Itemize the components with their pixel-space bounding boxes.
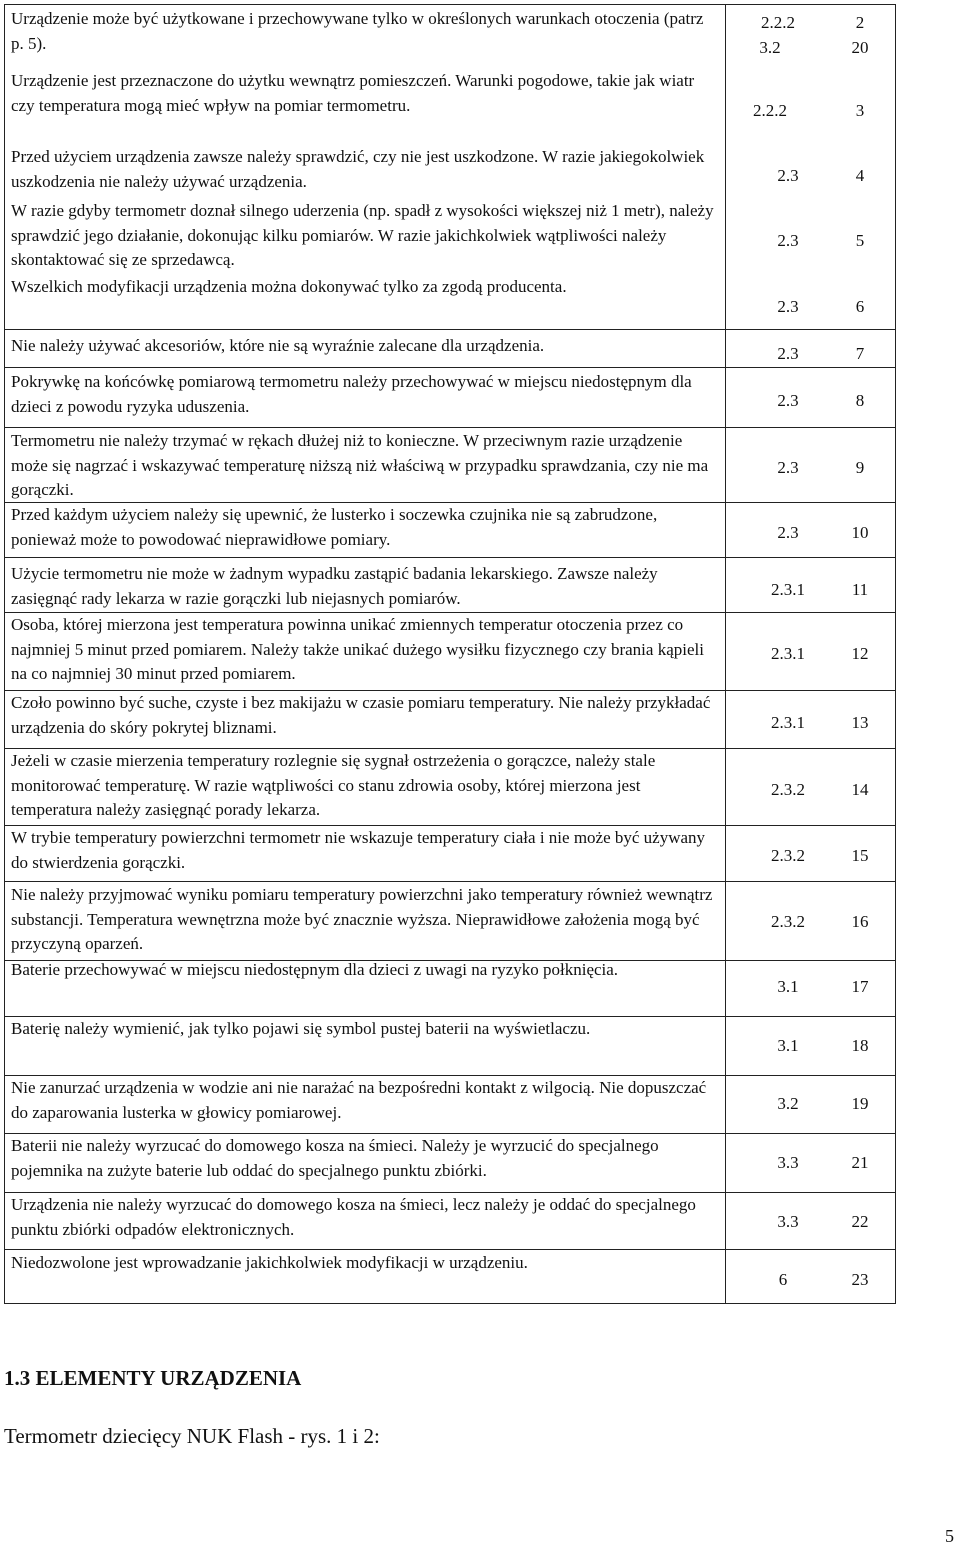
item-number: 4	[855, 166, 865, 185]
safety-text: Nie należy używać akcesoriów, które nie są wyraźnie zalecane dla urządzenia.	[11, 336, 545, 355]
item-number: 18	[851, 1036, 869, 1055]
section-ref: 3.3	[777, 1212, 799, 1231]
item-number: 9	[855, 458, 865, 477]
safety-text: Nie zanurzać urządzenia w wodzie ani nie narażać na bezpośredni kontakt z wilgocią. Nie dopuszczać do zaparowania lusterka w głowicy pomiarowej.	[11, 1078, 707, 1122]
item-number: 22	[851, 1212, 869, 1231]
figure-caption: Termometr dziecięcy NUK Flash - rys. 1 i 2:	[4, 1424, 380, 1448]
safety-text: Urządzenie może być użytkowane i przechowywane tylko w określonych warunkach otoczenia (patrz p. 5).	[11, 9, 704, 53]
safety-text: Jeżeli w czasie mierzenia temperatury rozlegnie się sygnał ostrzeżenia o gorączce, należy stale monitorować temperaturę. W razie wątpliwości co stanu zdrowia osoby, której mierzona jest temperatura należy zasięgnąć porady lekarza.	[11, 751, 656, 820]
row-divider	[5, 427, 895, 428]
section-ref: 2.2.2	[753, 101, 787, 120]
item-number: 20	[851, 38, 869, 57]
safety-text: Termometru nie należy trzymać w rękach dłużej niż to konieczne. W przeciwnym razie urządzenie może się nagrzać i wskazywać temperaturę niższą niż właściwą w przypadku sprawdzania, czy nie ma gorączki.	[11, 431, 709, 500]
item-number: 2	[855, 13, 865, 32]
item-number: 14	[851, 780, 869, 799]
section-ref: 3.2	[759, 38, 781, 57]
row-divider	[5, 557, 895, 558]
item-number: 3	[855, 101, 865, 120]
section-ref: 2.3.2	[771, 846, 805, 865]
item-number: 15	[851, 846, 869, 865]
safety-text: Użycie termometru nie może w żadnym wypadku zastąpić badania lekarskiego. Zawsze należy zasięgnąć rady lekarza w razie gorączki lub niejasnych pomiarów.	[11, 564, 658, 608]
column-divider	[725, 5, 726, 1303]
safety-text: Nie należy przyjmować wyniku pomiaru temperatury powierzchni jako temperatury również wewnątrz substancji. Temperatura wewnętrzna może być znacznie wyższa. Nieprawidłowe założenia mogą być przyczyną oparzeń.	[11, 885, 713, 954]
section-ref: 2.3	[777, 231, 799, 250]
safety-text: W trybie temperatury powierzchni termometr nie wskazuje temperatury ciała i nie może być używany do stwierdzenia gorączki.	[11, 828, 706, 872]
safety-text: Wszelkich modyfikacji urządzenia można dokonywać tylko za zgodą producenta.	[11, 277, 567, 296]
section-ref: 3.1	[777, 1036, 799, 1055]
item-number: 8	[855, 391, 865, 410]
section-ref: 2.2.2	[761, 13, 795, 32]
section-ref: 2.3	[777, 391, 799, 410]
safety-text: Przed każdym użyciem należy się upewnić, że lusterko i soczewka czujnika nie są zabrudzone, ponieważ może to powodować nieprawidłowe pomiary.	[11, 505, 658, 549]
safety-table	[4, 4, 896, 1304]
item-number: 11	[851, 580, 869, 599]
section-ref: 6	[778, 1270, 788, 1289]
section-ref: 3.2	[777, 1094, 799, 1113]
safety-text: Urządzenie jest przeznaczone do użytku wewnątrz pomieszczeń. Warunki pogodowe, takie jak wiatr czy temperatura mogą mieć wpływ na pomiar termometru.	[11, 71, 695, 115]
section-ref: 2.3	[777, 523, 799, 542]
safety-text: Przed użyciem urządzenia zawsze należy sprawdzić, czy nie jest uszkodzone. W razie jakiegokolwiek uszkodzenia nie należy używać urządzenia.	[11, 147, 705, 191]
safety-text: Urządzenia nie należy wyrzucać do domowego kosza na śmieci, lecz należy je oddać do specjalnego punktu zbiórki odpadów elektronicznych.	[11, 1195, 696, 1239]
item-number: 21	[851, 1153, 869, 1172]
safety-text: Baterii nie należy wyrzucać do domowego kosza na śmieci. Należy je wyrzucić do specjalnego pojemnika na zużyte baterie lub oddać do specjalnego punktu zbiórki.	[11, 1136, 659, 1180]
item-number: 13	[851, 713, 869, 732]
item-number: 16	[851, 912, 869, 931]
safety-text: Niedozwolone jest wprowadzanie jakichkolwiek modyfikacji w urządzeniu.	[11, 1253, 528, 1272]
item-number: 5	[855, 231, 865, 250]
section-ref: 3.3	[777, 1153, 799, 1172]
row-divider	[5, 1249, 895, 1250]
section-ref: 2.3.2	[771, 912, 805, 931]
section-ref: 2.3.2	[771, 780, 805, 799]
item-number: 23	[851, 1270, 869, 1289]
section-heading: 1.3 ELEMENTY URZĄDZENIA	[4, 1366, 302, 1390]
item-number: 17	[851, 977, 869, 996]
safety-text: Osoba, której mierzona jest temperatura powinna unikać zmiennych temperatur otoczenia przez co najmniej 5 minut przed pomiarem. Należy także unikać dużego wysiłku fizycznego czy brania kąpieli na co najmniej 30 minut przed pomiarem.	[11, 615, 704, 684]
item-number: 19	[851, 1094, 869, 1113]
item-number: 7	[855, 344, 865, 363]
safety-text: W razie gdyby termometr doznał silnego uderzenia (np. spadł z wysokości większej niż 1 metr), należy sprawdzić jego działanie, dokonując kilku pomiarów. W razie jakichkolwiek wątpliwości należy skontaktować się ze sprzedawcą.	[11, 201, 714, 270]
safety-text: Baterie przechowywać w miejscu niedostępnym dla dzieci z uwagi na ryzyko połknięcia.	[11, 960, 619, 979]
safety-text: Baterię należy wymienić, jak tylko pojawi się symbol pustej baterii na wyświetlaczu.	[11, 1019, 591, 1038]
page-number: 5	[945, 1526, 954, 1546]
section-ref: 2.3.1	[771, 713, 805, 732]
safety-text: Czoło powinno być suche, czyste i bez makijażu w czasie pomiaru temperatury. Nie należy przykładać urządzenia do skóry pokrytej bliznami.	[11, 693, 711, 737]
section-ref: 2.3	[777, 344, 799, 363]
section-ref: 2.3	[777, 297, 799, 316]
section-ref: 2.3	[777, 458, 799, 477]
row-divider	[5, 329, 895, 330]
section-ref: 3.1	[777, 977, 799, 996]
item-number: 6	[855, 297, 865, 316]
item-number: 12	[851, 644, 869, 663]
section-ref: 2.3.1	[771, 580, 805, 599]
row-divider	[5, 881, 895, 882]
section-ref: 2.3	[777, 166, 799, 185]
row-divider	[5, 367, 895, 368]
section-ref: 2.3.1	[771, 644, 805, 663]
item-number: 10	[851, 523, 869, 542]
safety-text: Pokrywkę na końcówkę pomiarową termometru należy przechowywać w miejscu niedostępnym dla dzieci z powodu ryzyka uduszenia.	[11, 372, 692, 416]
